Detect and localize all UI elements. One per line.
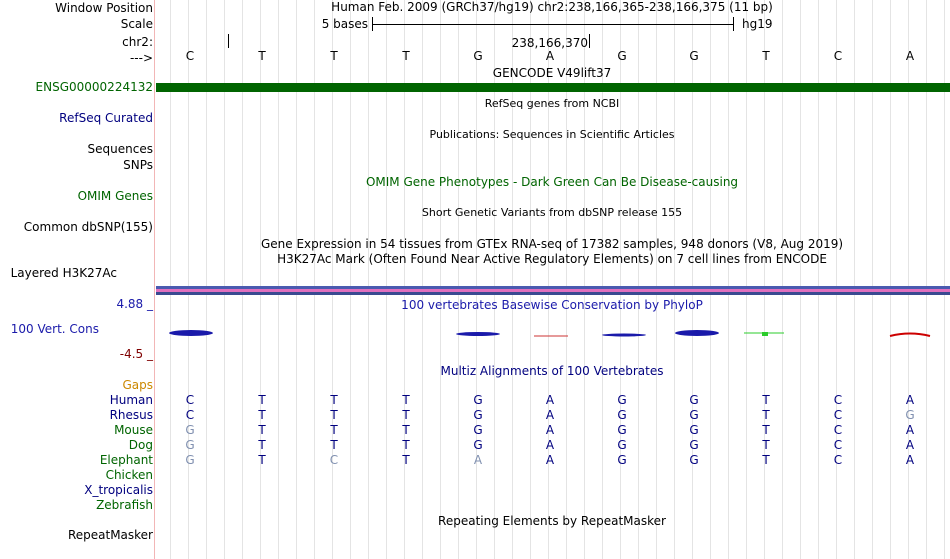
assembly-position-text: Human Feb. 2009 (GRCh37/hg19) chr2:238,166,365-238,166,375 (11 bp) [331, 0, 773, 14]
phylop-track-title[interactable]: 100 vertebrates Basewise Conservation by PhyloP [401, 298, 703, 312]
alignment-base: G [617, 438, 627, 452]
refseq-track-title[interactable]: RefSeq genes from NCBI [484, 97, 620, 110]
alignment-base: C [833, 408, 843, 422]
alignment-base: T [402, 453, 410, 467]
alignment-base: T [762, 423, 770, 437]
alignment-base: A [545, 393, 555, 407]
coordinate-text: 238,166,370 [511, 36, 588, 50]
alignment-base: A [905, 438, 915, 452]
species-label-zebrafish[interactable]: Zebrafish [96, 498, 153, 512]
alignment-base: T [258, 453, 266, 467]
left-gutter-divider [154, 0, 155, 559]
alignment-base: G [617, 408, 627, 422]
alignment-base: A [545, 438, 555, 452]
ruler-tick-center [589, 34, 590, 48]
multiz-track-title[interactable]: Multiz Alignments of 100 Vertebrates [440, 364, 664, 378]
alignment-base: G [905, 408, 915, 422]
sequences-track-label[interactable]: Sequences [87, 142, 153, 156]
alignment-base: C [833, 423, 843, 437]
alignment-base: T [258, 438, 266, 452]
chrom-label: chr2: [122, 35, 153, 49]
ruler-base: G [473, 49, 483, 63]
alignment-base: A [473, 453, 483, 467]
alignment-base: G [617, 393, 627, 407]
refseq-track-label[interactable]: RefSeq Curated [59, 111, 153, 125]
cons-min-label: -4.5 _ [119, 347, 153, 361]
repeatmasker-track-label[interactable]: RepeatMasker [67, 528, 153, 542]
ruler-base: T [330, 49, 338, 63]
alignment-base: C [185, 408, 195, 422]
alignment-base: T [330, 393, 338, 407]
alignment-base: G [617, 423, 627, 437]
species-label-dog[interactable]: Dog [128, 438, 153, 452]
cons-max-label: 4.88 _ [116, 297, 153, 311]
species-label-mouse[interactable]: Mouse [114, 423, 153, 437]
gene-feature-bar[interactable] [156, 83, 950, 92]
alignment-base: A [905, 393, 915, 407]
alignment-base: T [402, 408, 410, 422]
alignment-base: C [833, 393, 843, 407]
alignment-base: T [762, 393, 770, 407]
strand-arrow-label[interactable]: ---> [129, 51, 153, 65]
ruler-base: G [617, 49, 627, 63]
phylop-mark-1 [169, 330, 213, 336]
ruler-base: A [905, 49, 915, 63]
alignment-base: G [185, 453, 195, 467]
phylop-mark-8 [675, 330, 719, 336]
dbsnp-track-label[interactable]: Common dbSNP(155) [23, 220, 153, 234]
alignment-base: A [545, 423, 555, 437]
h3k27ac-track-label[interactable]: Layered H3K27Ac [10, 266, 117, 280]
omim-track-label[interactable]: OMIM Genes [77, 189, 153, 203]
alignment-base: G [689, 408, 699, 422]
repeatmasker-track-title[interactable]: Repeating Elements by RepeatMasker [438, 514, 666, 528]
snps-track-label[interactable]: SNPs [123, 158, 153, 172]
alignment-base: A [545, 453, 555, 467]
dbsnp-track-title[interactable]: Short Genetic Variants from dbSNP release 155 [421, 206, 683, 219]
alignment-base: C [833, 453, 843, 467]
alignment-base: T [330, 423, 338, 437]
alignment-base: G [473, 393, 483, 407]
phylop-mark-5 [456, 332, 500, 336]
publications-track-title[interactable]: Publications: Sequences in Scientific Articles [429, 128, 675, 141]
alignment-base: T [762, 408, 770, 422]
phylop-mark-11 [890, 334, 930, 337]
alignment-base: C [329, 453, 339, 467]
alignment-base: G [185, 438, 195, 452]
alignment-base: G [689, 438, 699, 452]
ruler-base: T [258, 49, 266, 63]
ruler-base: T [762, 49, 770, 63]
species-label-elephant[interactable]: Elephant [99, 453, 153, 467]
cons-track-label[interactable]: 100 Vert. Cons [10, 322, 99, 336]
species-label-rhesus[interactable]: Rhesus [109, 408, 153, 422]
alignment-base: G [617, 453, 627, 467]
gencode-track-title[interactable]: GENCODE V49lift37 [492, 66, 612, 80]
alignment-base: G [473, 438, 483, 452]
alignment-base: A [545, 408, 555, 422]
alignment-base: C [185, 393, 195, 407]
window-position-label: Window Position [55, 1, 153, 15]
species-label-x_tropicalis[interactable]: X_tropicalis [84, 483, 153, 497]
alignment-base: T [330, 408, 338, 422]
alignment-base: T [258, 423, 266, 437]
alignment-base: T [258, 393, 266, 407]
gtex-track-title[interactable]: Gene Expression in 54 tissues from GTEx RNA-seq of 17382 samples, 948 donors (V8, Aug 2019) [260, 237, 844, 251]
alignment-base: G [185, 423, 195, 437]
omim-track-title[interactable]: OMIM Gene Phenotypes - Dark Green Can Be Disease-causing [365, 175, 739, 189]
alignment-base: G [689, 453, 699, 467]
alignment-base: G [473, 408, 483, 422]
alignment-base: T [330, 438, 338, 452]
ruler-base: A [545, 49, 555, 63]
phylop-mark-9b [762, 332, 768, 336]
species-label-human[interactable]: Human [109, 393, 153, 407]
ruler-base: C [185, 49, 195, 63]
ruler-base: G [689, 49, 699, 63]
gaps-label: Gaps [122, 378, 153, 392]
alignment-base: T [258, 408, 266, 422]
alignment-base: G [689, 423, 699, 437]
gene-track-label[interactable]: ENSG00000224132 [35, 80, 153, 94]
alignment-base: T [762, 453, 770, 467]
phylop-mark-7 [602, 334, 646, 337]
ruler-base: T [402, 49, 410, 63]
ruler-base: C [833, 49, 843, 63]
alignment-base: A [905, 453, 915, 467]
ruler-tick-left [228, 34, 229, 48]
scale-bases-text: 5 bases [321, 17, 368, 31]
alignment-base: G [473, 423, 483, 437]
alignment-base: T [402, 423, 410, 437]
alignment-base: G [689, 393, 699, 407]
alignment-base: C [833, 438, 843, 452]
alignment-base: T [402, 393, 410, 407]
alignment-base: T [402, 438, 410, 452]
scale-label: Scale [120, 17, 153, 31]
scale-db-text: hg19 [742, 17, 773, 31]
alignment-base: T [762, 438, 770, 452]
species-label-chicken[interactable]: Chicken [105, 468, 153, 482]
alignment-base: A [905, 423, 915, 437]
phylop-signal [156, 322, 950, 342]
h3k27ac-track-title[interactable]: H3K27Ac Mark (Often Found Near Active Regulatory Elements) on 7 cell lines from ENCODE [277, 252, 827, 266]
